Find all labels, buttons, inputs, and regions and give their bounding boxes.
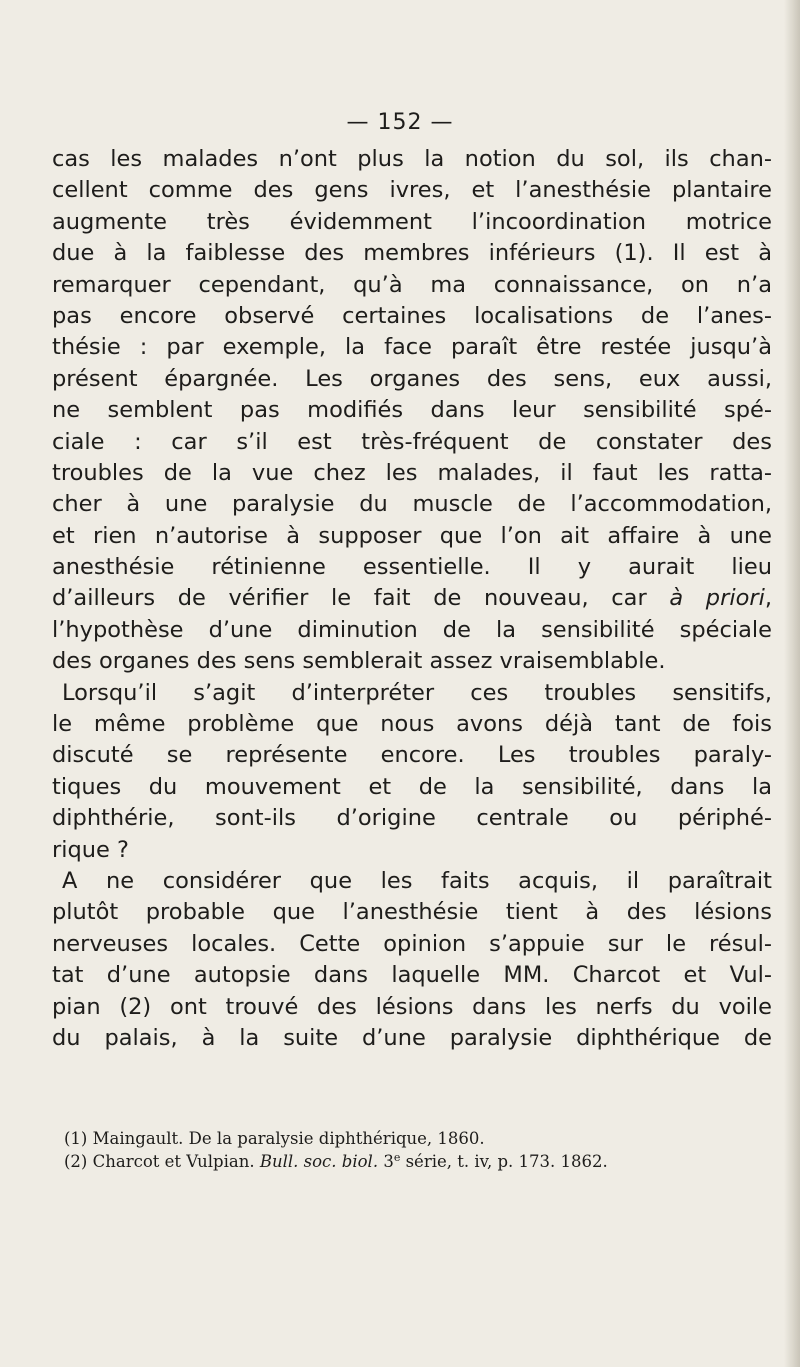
text-line: diphthérie, sont-ils d’origine centrale ou périphé- <box>52 805 772 832</box>
text-line: du palais, à la suite d’une paralysie diphthérique de <box>52 1024 772 1051</box>
text-line: et rien n’autorise à supposer que l’on ait affaire à une <box>52 522 772 549</box>
text-line: thésie : par exemple, la face paraît être restée jusqu’à <box>52 334 772 361</box>
text-segment: d’ailleurs de vérifier le fait de nouveau, car <box>52 585 670 612</box>
text-line: des organes des sens semblerait assez vraisemblable. <box>52 648 666 675</box>
text-segment: , <box>764 585 772 612</box>
text-line: l’hypothèse d’une diminution de la sensibilité spéciale <box>52 616 772 643</box>
text-line: augmente très évidemment l’incoordination motrice <box>52 208 772 235</box>
text-line: tiques du mouvement et de la sensibilité, dans la <box>52 773 772 800</box>
text-line: pian (2) ont trouvé des lésions dans les nerfs du voile <box>52 993 772 1020</box>
text-line: cher à une paralysie du muscle de l’accommodation, <box>52 491 772 518</box>
footnote-segment: (2) Charcot et Vulpian. <box>64 1152 260 1171</box>
text-line: anesthésie rétinienne essentielle. Il y aurait lieu <box>52 554 772 581</box>
text-line: remarquer cependant, qu’à ma connaissance, on n’a <box>52 271 772 298</box>
footnotes <box>64 1127 764 1173</box>
text-line-with-italic <box>52 583 772 614</box>
text-line: rique ? <box>52 836 129 863</box>
text-line: A ne considérer que les faits acquis, il paraîtrait <box>62 867 772 894</box>
footnote-segment: 3 <box>378 1152 394 1171</box>
text-line: pas encore observé certaines localisations de l’anes- <box>52 302 772 329</box>
text-line: plutôt probable que l’anesthésie tient à des lésions <box>52 899 772 926</box>
text-line: troubles de la vue chez les malades, il faut les ratta- <box>52 459 772 486</box>
text-line: due à la faiblesse des membres inférieurs (1). Il est à <box>52 240 772 267</box>
footnote-1: (1) Maingault. De la paralysie diphthérique, 1860. <box>64 1129 485 1148</box>
body-text <box>52 144 772 1054</box>
text-line: présent épargnée. Les organes des sens, eux aussi, <box>52 365 772 392</box>
footnote-2 <box>64 1150 764 1173</box>
text-line: Lorsqu’il s’agit d’interpréter ces troubles sensitifs, <box>62 679 772 706</box>
text-line: cellent comme des gens ivres, et l’anesthésie plantaire <box>52 177 772 204</box>
text-line: ne semblent pas modifiés dans leur sensibilité spé- <box>52 397 772 424</box>
text-line: ciale : car s’il est très-fréquent de constater des <box>52 428 772 455</box>
ordinal-suffix: e <box>393 1151 401 1164</box>
italic-phrase: à priori <box>669 585 765 612</box>
text-line: nerveuses locales. Cette opinion s’appuie sur le résul- <box>52 930 772 957</box>
text-line: discuté se représente encore. Les troubles paraly- <box>52 742 772 769</box>
journal-title: Bull. soc. biol. <box>259 1152 379 1171</box>
text-line: le même problème que nous avons déjà tant de fois <box>52 711 772 738</box>
text-line: cas les malades n’ont plus la notion du sol, ils chan- <box>52 146 772 172</box>
footnote-segment: série, t. iv, p. 173. 1862. <box>400 1152 608 1171</box>
page-number: — 152 — <box>346 110 454 135</box>
text-line: tat d’une autopsie dans laquelle MM. Charcot et Vul- <box>52 962 772 989</box>
page-edge <box>784 0 800 1367</box>
